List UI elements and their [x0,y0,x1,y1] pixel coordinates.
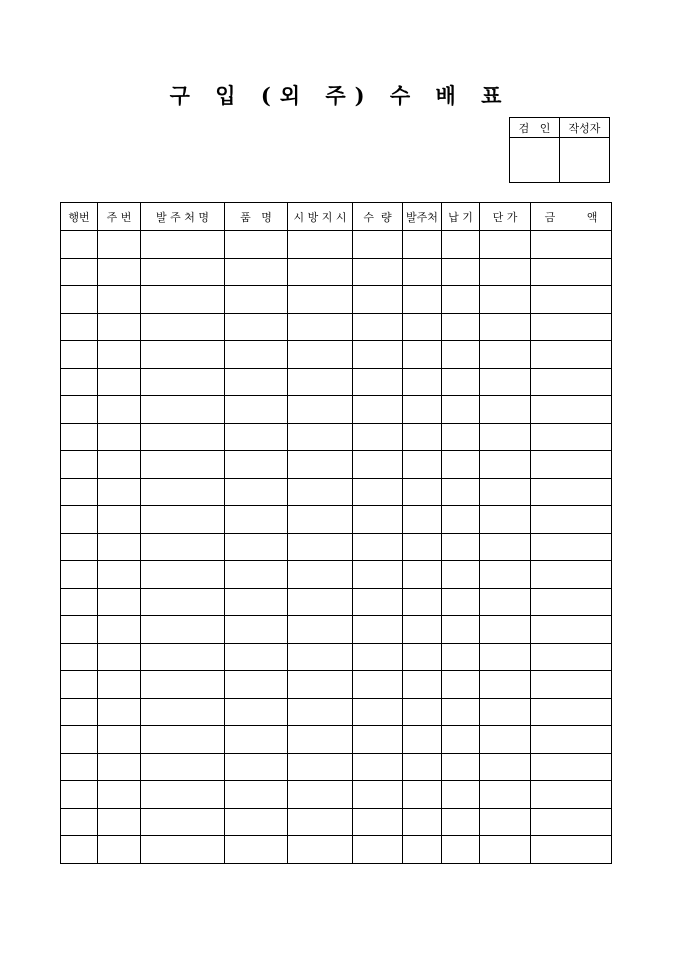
cell-unit-price[interactable] [480,753,531,781]
cell-unit-price[interactable] [480,808,531,836]
cell-order-place[interactable] [403,451,442,479]
cell-item-name[interactable] [225,258,288,286]
cell-week-no[interactable] [98,698,141,726]
cell-due-date[interactable] [442,313,480,341]
approval-box [509,117,610,183]
cell-quantity[interactable] [353,258,403,286]
cell-order-place[interactable] [403,478,442,506]
cell-item-name[interactable] [225,368,288,396]
cell-instructions[interactable] [288,478,353,506]
cell-instructions[interactable] [288,561,353,589]
cell-row-no[interactable] [61,753,98,781]
cell-row-no[interactable] [61,808,98,836]
cell-amount[interactable] [531,808,612,836]
cell-week-no[interactable] [98,231,141,259]
cell-row-no[interactable] [61,643,98,671]
cell-due-date[interactable] [442,726,480,754]
cell-due-date[interactable] [442,671,480,699]
cell-amount[interactable] [531,781,612,809]
cell-instructions[interactable] [288,836,353,864]
cell-supplier[interactable] [141,423,225,451]
table-row [61,781,612,809]
cell-due-date[interactable] [442,286,480,314]
cell-instructions[interactable] [288,286,353,314]
table-row [61,561,612,589]
cell-item-name[interactable] [225,726,288,754]
cell-instructions[interactable] [288,781,353,809]
cell-row-no[interactable] [61,533,98,561]
cell-quantity[interactable] [353,368,403,396]
table-body [61,231,612,864]
cell-unit-price[interactable] [480,588,531,616]
cell-unit-price[interactable] [480,451,531,479]
document-title: 구 입 (외 주) 수 배 표 [169,83,511,108]
col-header-supplier: 발 주 처 명 [141,203,225,231]
cell-supplier[interactable] [141,533,225,561]
cell-due-date[interactable] [442,561,480,589]
cell-amount[interactable] [531,368,612,396]
cell-item-name[interactable] [225,808,288,836]
cell-row-no[interactable] [61,561,98,589]
cell-item-name[interactable] [225,231,288,259]
cell-order-place[interactable] [403,396,442,424]
cell-order-place[interactable] [403,506,442,534]
cell-instructions[interactable] [288,616,353,644]
author-label: 작성자 [560,118,610,138]
cell-week-no[interactable] [98,836,141,864]
cell-item-name[interactable] [225,451,288,479]
table-row [61,533,612,561]
cell-quantity[interactable] [353,781,403,809]
cell-quantity[interactable] [353,533,403,561]
cell-unit-price[interactable] [480,396,531,424]
cell-week-no[interactable] [98,616,141,644]
cell-amount[interactable] [531,341,612,369]
cell-quantity[interactable] [353,451,403,479]
cell-instructions[interactable] [288,313,353,341]
cell-row-no[interactable] [61,341,98,369]
cell-supplier[interactable] [141,313,225,341]
table-row [61,726,612,754]
cell-row-no[interactable] [61,258,98,286]
cell-instructions[interactable] [288,423,353,451]
cell-due-date[interactable] [442,396,480,424]
col-header-amount: 금 액 [531,203,612,231]
cell-instructions[interactable] [288,808,353,836]
col-header-order-place: 발주처 [403,203,442,231]
table-row [61,258,612,286]
cell-row-no[interactable] [61,451,98,479]
cell-unit-price[interactable] [480,643,531,671]
cell-item-name[interactable] [225,836,288,864]
cell-quantity[interactable] [353,561,403,589]
cell-unit-price[interactable] [480,533,531,561]
cell-supplier[interactable] [141,368,225,396]
cell-row-no[interactable] [61,506,98,534]
cell-amount[interactable] [531,231,612,259]
cell-item-name[interactable] [225,313,288,341]
cell-row-no[interactable] [61,616,98,644]
cell-row-no[interactable] [61,423,98,451]
cell-supplier[interactable] [141,341,225,369]
inspection-label: 검 인 [510,118,560,138]
cell-instructions[interactable] [288,671,353,699]
table-row [61,506,612,534]
cell-item-name[interactable] [225,533,288,561]
cell-week-no[interactable] [98,561,141,589]
cell-due-date[interactable] [442,753,480,781]
cell-row-no[interactable] [61,231,98,259]
header-row [61,203,612,231]
cell-item-name[interactable] [225,698,288,726]
cell-due-date[interactable] [442,423,480,451]
cell-item-name[interactable] [225,506,288,534]
cell-unit-price[interactable] [480,698,531,726]
purchase-order-table [60,202,612,864]
cell-supplier[interactable] [141,231,225,259]
cell-week-no[interactable] [98,808,141,836]
cell-row-no[interactable] [61,698,98,726]
cell-item-name[interactable] [225,423,288,451]
cell-unit-price[interactable] [480,286,531,314]
cell-order-place[interactable] [403,671,442,699]
cell-unit-price[interactable] [480,671,531,699]
cell-due-date[interactable] [442,836,480,864]
cell-order-place[interactable] [403,616,442,644]
cell-week-no[interactable] [98,258,141,286]
cell-supplier[interactable] [141,451,225,479]
cell-due-date[interactable] [442,533,480,561]
cell-week-no[interactable] [98,313,141,341]
cell-instructions[interactable] [288,726,353,754]
cell-unit-price[interactable] [480,478,531,506]
cell-item-name[interactable] [225,616,288,644]
cell-amount[interactable] [531,726,612,754]
cell-amount[interactable] [531,423,612,451]
cell-row-no[interactable] [61,726,98,754]
cell-row-no[interactable] [61,836,98,864]
cell-quantity[interactable] [353,231,403,259]
col-header-due-date: 납 기 [442,203,480,231]
cell-row-no[interactable] [61,368,98,396]
cell-week-no[interactable] [98,451,141,479]
cell-instructions[interactable] [288,341,353,369]
cell-row-no[interactable] [61,478,98,506]
cell-unit-price[interactable] [480,836,531,864]
cell-quantity[interactable] [353,643,403,671]
cell-unit-price[interactable] [480,561,531,589]
cell-quantity[interactable] [353,726,403,754]
cell-order-place[interactable] [403,231,442,259]
cell-item-name[interactable] [225,396,288,424]
cell-amount[interactable] [531,836,612,864]
cell-amount[interactable] [531,671,612,699]
cell-week-no[interactable] [98,781,141,809]
col-header-week-no: 주 번 [98,203,141,231]
cell-supplier[interactable] [141,753,225,781]
cell-unit-price[interactable] [480,313,531,341]
table-row [61,753,612,781]
cell-quantity[interactable] [353,286,403,314]
cell-supplier[interactable] [141,286,225,314]
cell-row-no[interactable] [61,781,98,809]
cell-unit-price[interactable] [480,341,531,369]
table-row [61,671,612,699]
cell-row-no[interactable] [61,313,98,341]
cell-unit-price[interactable] [480,423,531,451]
cell-week-no[interactable] [98,726,141,754]
cell-amount[interactable] [531,258,612,286]
col-header-row-no: 행번 [61,203,98,231]
cell-quantity[interactable] [353,341,403,369]
cell-order-place[interactable] [403,836,442,864]
cell-due-date[interactable] [442,698,480,726]
cell-instructions[interactable] [288,231,353,259]
cell-amount[interactable] [531,588,612,616]
table-row [61,396,612,424]
table-row [61,588,612,616]
table-row [61,808,612,836]
cell-quantity[interactable] [353,313,403,341]
cell-item-name[interactable] [225,781,288,809]
cell-week-no[interactable] [98,368,141,396]
cell-order-place[interactable] [403,533,442,561]
cell-quantity[interactable] [353,753,403,781]
cell-due-date[interactable] [442,368,480,396]
cell-unit-price[interactable] [480,258,531,286]
cell-order-place[interactable] [403,698,442,726]
cell-amount[interactable] [531,643,612,671]
cell-instructions[interactable] [288,506,353,534]
cell-item-name[interactable] [225,588,288,616]
cell-unit-price[interactable] [480,616,531,644]
cell-due-date[interactable] [442,451,480,479]
cell-due-date[interactable] [442,643,480,671]
cell-order-place[interactable] [403,368,442,396]
cell-week-no[interactable] [98,506,141,534]
cell-supplier[interactable] [141,616,225,644]
cell-supplier[interactable] [141,836,225,864]
cell-week-no[interactable] [98,588,141,616]
cell-due-date[interactable] [442,506,480,534]
cell-amount[interactable] [531,533,612,561]
cell-unit-price[interactable] [480,726,531,754]
cell-week-no[interactable] [98,341,141,369]
cell-week-no[interactable] [98,286,141,314]
table-row [61,698,612,726]
cell-quantity[interactable] [353,478,403,506]
cell-row-no[interactable] [61,286,98,314]
cell-supplier[interactable] [141,726,225,754]
cell-supplier[interactable] [141,588,225,616]
cell-instructions[interactable] [288,533,353,561]
col-header-item-name: 품 명 [225,203,288,231]
cell-instructions[interactable] [288,258,353,286]
cell-amount[interactable] [531,698,612,726]
cell-quantity[interactable] [353,698,403,726]
cell-week-no[interactable] [98,643,141,671]
cell-amount[interactable] [531,506,612,534]
table-row [61,423,612,451]
cell-supplier[interactable] [141,478,225,506]
col-header-unit-price: 단 가 [480,203,531,231]
cell-amount[interactable] [531,451,612,479]
cell-week-no[interactable] [98,478,141,506]
cell-due-date[interactable] [442,341,480,369]
cell-supplier[interactable] [141,698,225,726]
cell-order-place[interactable] [403,258,442,286]
cell-instructions[interactable] [288,588,353,616]
cell-week-no[interactable] [98,671,141,699]
table-row [61,341,612,369]
cell-quantity[interactable] [353,671,403,699]
cell-item-name[interactable] [225,478,288,506]
cell-supplier[interactable] [141,561,225,589]
cell-due-date[interactable] [442,588,480,616]
cell-supplier[interactable] [141,506,225,534]
col-header-instructions: 시 방 지 시 [288,203,353,231]
cell-quantity[interactable] [353,506,403,534]
cell-amount[interactable] [531,478,612,506]
cell-item-name[interactable] [225,341,288,369]
cell-due-date[interactable] [442,258,480,286]
cell-item-name[interactable] [225,286,288,314]
cell-quantity[interactable] [353,616,403,644]
cell-instructions[interactable] [288,396,353,424]
cell-quantity[interactable] [353,588,403,616]
inspection-signature-cell[interactable] [510,138,560,183]
cell-instructions[interactable] [288,698,353,726]
cell-quantity[interactable] [353,836,403,864]
cell-amount[interactable] [531,753,612,781]
cell-supplier[interactable] [141,808,225,836]
cell-unit-price[interactable] [480,231,531,259]
cell-amount[interactable] [531,396,612,424]
cell-instructions[interactable] [288,753,353,781]
table-row [61,451,612,479]
cell-order-place[interactable] [403,286,442,314]
table-row [61,478,612,506]
table-row [61,836,612,864]
cell-due-date[interactable] [442,616,480,644]
table-row [61,286,612,314]
cell-amount[interactable] [531,313,612,341]
cell-order-place[interactable] [403,561,442,589]
cell-quantity[interactable] [353,423,403,451]
cell-week-no[interactable] [98,533,141,561]
author-signature-cell[interactable] [560,138,610,183]
cell-row-no[interactable] [61,396,98,424]
cell-supplier[interactable] [141,643,225,671]
col-header-quantity: 수 량 [353,203,403,231]
cell-quantity[interactable] [353,808,403,836]
cell-amount[interactable] [531,616,612,644]
cell-order-place[interactable] [403,808,442,836]
cell-order-place[interactable] [403,313,442,341]
cell-order-place[interactable] [403,753,442,781]
cell-row-no[interactable] [61,588,98,616]
cell-item-name[interactable] [225,561,288,589]
cell-unit-price[interactable] [480,781,531,809]
cell-amount[interactable] [531,561,612,589]
cell-order-place[interactable] [403,423,442,451]
table-row [61,616,612,644]
cell-supplier[interactable] [141,396,225,424]
cell-item-name[interactable] [225,753,288,781]
cell-row-no[interactable] [61,671,98,699]
cell-unit-price[interactable] [480,368,531,396]
cell-supplier[interactable] [141,258,225,286]
cell-supplier[interactable] [141,781,225,809]
table-row [61,368,612,396]
cell-supplier[interactable] [141,671,225,699]
cell-week-no[interactable] [98,423,141,451]
table-row [61,313,612,341]
cell-amount[interactable] [531,286,612,314]
cell-week-no[interactable] [98,396,141,424]
cell-instructions[interactable] [288,368,353,396]
cell-item-name[interactable] [225,643,288,671]
cell-due-date[interactable] [442,808,480,836]
cell-week-no[interactable] [98,753,141,781]
cell-item-name[interactable] [225,671,288,699]
cell-quantity[interactable] [353,396,403,424]
cell-instructions[interactable] [288,643,353,671]
cell-due-date[interactable] [442,781,480,809]
cell-due-date[interactable] [442,231,480,259]
table-row [61,231,612,259]
cell-order-place[interactable] [403,726,442,754]
cell-order-place[interactable] [403,643,442,671]
cell-order-place[interactable] [403,781,442,809]
cell-order-place[interactable] [403,588,442,616]
table-row [61,643,612,671]
cell-order-place[interactable] [403,341,442,369]
cell-due-date[interactable] [442,478,480,506]
cell-unit-price[interactable] [480,506,531,534]
cell-instructions[interactable] [288,451,353,479]
